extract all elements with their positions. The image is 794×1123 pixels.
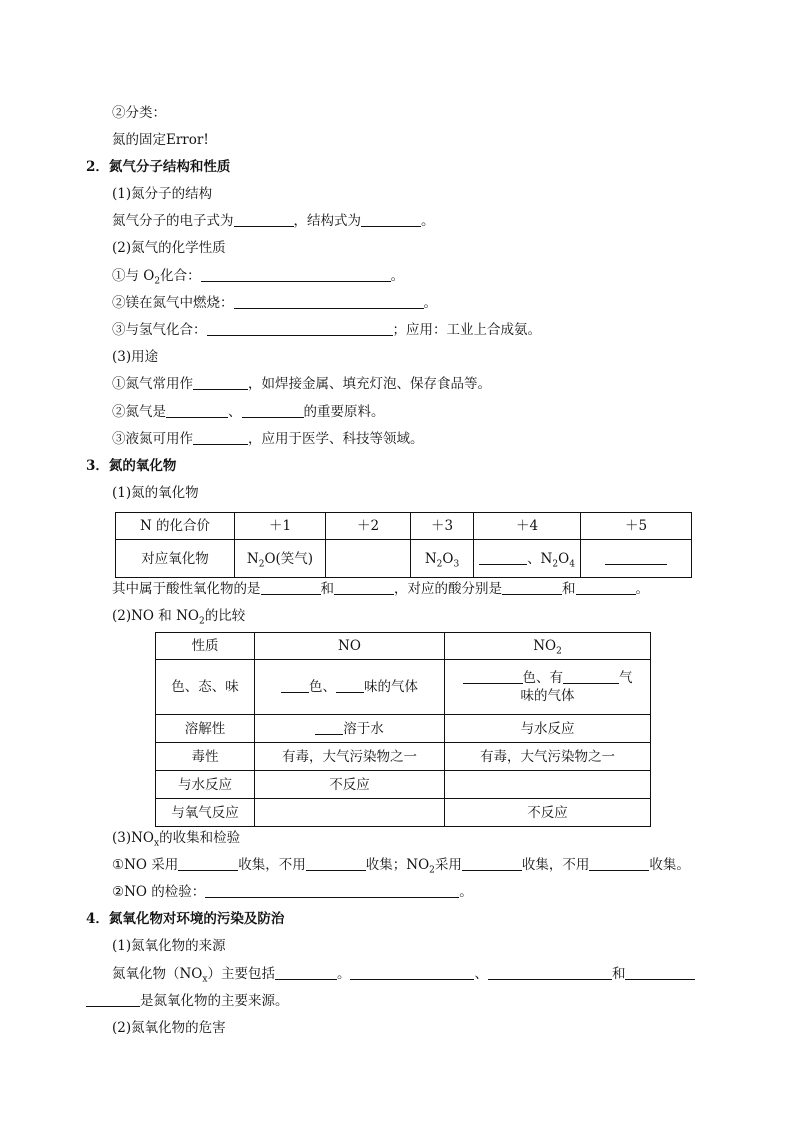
blank[interactable] [334, 580, 394, 595]
subsection-3-3: $(3)NO_x$的收集和检验 [112, 830, 241, 849]
table-cell[interactable] [445, 771, 651, 799]
classification-label: ②分类： [112, 105, 166, 121]
use-line-3: ③液氮可用作 ，应用于医学、科技等领域。 [112, 431, 424, 447]
table-cell: $N_2O$(笑气) [235, 540, 326, 578]
section-4-heading: 4．氮氧化物对环境的污染及防治 [86, 911, 285, 927]
table-cell: 与氧气反应 [156, 799, 255, 827]
table-cell: 毒性 [156, 743, 255, 771]
blank[interactable] [576, 580, 636, 595]
blank[interactable] [201, 267, 391, 282]
table-cell: 与水反应 [445, 715, 651, 743]
table-cell: 溶解性 [156, 715, 255, 743]
source-line: 氮氧化物$(NO_x)$主要包括 。 、 和 [112, 965, 695, 983]
table-row [156, 799, 651, 827]
blank[interactable] [315, 720, 343, 735]
table-cell: 、$N_2O_4$ [474, 540, 581, 578]
table-row [116, 513, 692, 540]
blank[interactable] [589, 856, 649, 871]
blank[interactable] [234, 294, 424, 309]
table-cell: $N_2O_3$ [411, 540, 474, 578]
blank[interactable] [205, 883, 459, 898]
table-row [156, 771, 651, 799]
table-header-cell: ＋5 [581, 513, 692, 540]
subsection-3-1: (1)氮的氧化物 [112, 485, 199, 501]
blank[interactable] [234, 212, 294, 227]
table-row [156, 633, 651, 660]
no-test-line: ②NO 的检验： 。 [112, 884, 473, 900]
table-cell: 色、态、味 [156, 660, 255, 715]
blank[interactable] [563, 669, 619, 684]
use-line-2: ②氮气是 、 的重要原料。 [112, 404, 385, 420]
table-header-cell: N 的化合价 [116, 513, 235, 540]
h2-reaction-line: ③与氢气化合： ；应用：工业上合成氨。 [112, 322, 541, 338]
table-header-cell: 性质 [156, 633, 255, 660]
blank[interactable] [178, 856, 238, 871]
blank[interactable] [479, 550, 527, 565]
table-cell: 对应氧化物 [116, 540, 235, 578]
nitrogen-fixation-line: 氮的固定Error! [112, 132, 209, 148]
blank[interactable] [463, 669, 523, 684]
acidic-oxide-line: 其中属于酸性氧化物的是 和 ，对应的酸分别是 和 。 [112, 581, 649, 597]
blank[interactable] [605, 550, 667, 565]
mg-reaction-line: ②镁在氮气中燃烧： 。 [112, 295, 437, 311]
table-cell: 有毒，大气污染物之一 [255, 743, 445, 771]
blank[interactable] [193, 375, 248, 390]
blank[interactable] [336, 678, 364, 693]
table-row [156, 660, 651, 715]
subsection-4-2: (2)氮氧化物的危害 [112, 1020, 226, 1036]
section-3-heading: 3．氮的氧化物 [86, 458, 177, 474]
blank[interactable] [86, 992, 140, 1007]
blank[interactable] [350, 965, 474, 980]
subsection-2-2: (2)氮气的化学性质 [112, 240, 226, 256]
section-2-heading: 2．氮气分子结构和性质 [86, 159, 231, 175]
subsection-4-1: (1)氮氧化物的来源 [112, 938, 226, 954]
table-header-cell: ＋4 [474, 513, 581, 540]
subsection-2-3: (3)用途 [112, 349, 159, 365]
table-header-cell: ＋2 [326, 513, 411, 540]
table-cell: 色、有 气 味的气体 [445, 660, 651, 715]
electron-formula-line: 氮气分子的电子式为 ，结构式为 。 [112, 213, 435, 229]
no-no2-comparison-table [155, 632, 651, 827]
blank[interactable] [193, 430, 248, 445]
table-header-cell: $NO_2$ [445, 633, 651, 660]
collection-line: ①NO 采用 收集，不用 收集；$NO_2$采用 收集，不用 收集。 [112, 857, 690, 876]
table-cell: 色、 味的气体 [255, 660, 445, 715]
table-cell: 有毒，大气污染物之一 [445, 743, 651, 771]
table-header-cell: NO [255, 633, 445, 660]
o2-reaction-line: ①与 $O_2$化合： 。 [112, 268, 405, 287]
use-line-1: ①氮气常用作 ，如焊接金属、填充灯泡、保存食品等。 [112, 376, 491, 392]
blank[interactable] [275, 965, 337, 980]
source-line-continued: 是氮氧化物的主要来源。 [86, 992, 289, 1010]
table-row [116, 540, 692, 578]
table-cell: 与水反应 [156, 771, 255, 799]
table-row [156, 715, 651, 743]
table-cell: 溶于水 [255, 715, 445, 743]
blank[interactable] [242, 403, 304, 418]
table-header-cell: ＋3 [411, 513, 474, 540]
table-cell[interactable] [255, 799, 445, 827]
subsection-3-2: (2)NO 和 $NO_2$的比较 [112, 608, 246, 627]
blank[interactable] [306, 856, 366, 871]
table-row [156, 743, 651, 771]
blank[interactable] [502, 580, 562, 595]
blank[interactable] [625, 965, 695, 980]
table-cell[interactable] [326, 540, 411, 578]
table-cell [581, 540, 692, 578]
blank[interactable] [207, 321, 393, 336]
blank[interactable] [281, 678, 309, 693]
blank[interactable] [166, 403, 228, 418]
subsection-2-1: (1)氮分子的结构 [112, 186, 213, 202]
table-header-cell: ＋1 [235, 513, 326, 540]
blank[interactable] [488, 965, 612, 980]
table-cell: 不反应 [255, 771, 445, 799]
table-cell: 不反应 [445, 799, 651, 827]
blank[interactable] [361, 212, 421, 227]
oxide-table [115, 512, 692, 578]
blank[interactable] [261, 580, 321, 595]
blank[interactable] [462, 856, 522, 871]
